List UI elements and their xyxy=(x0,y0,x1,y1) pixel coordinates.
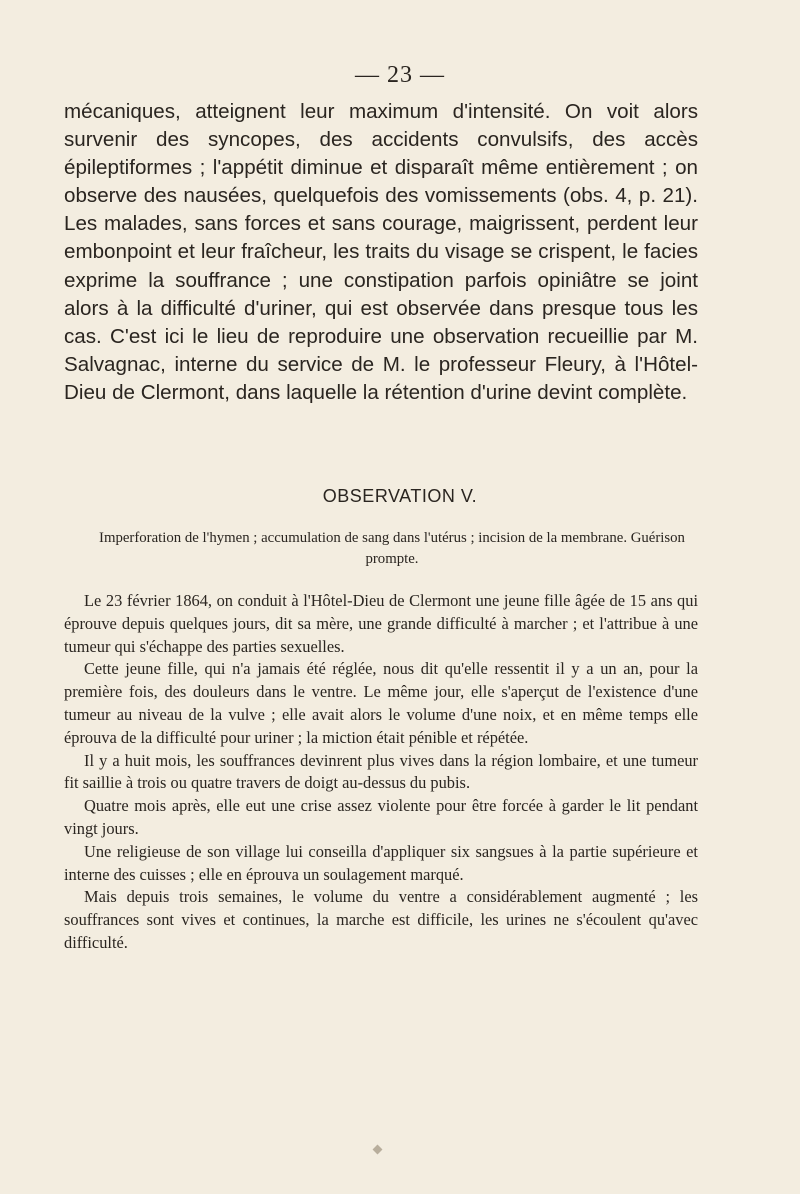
intro-paragraph: mécaniques, atteignent leur maximum d'intensité. On voit alors survenir des syncopes, des accidents convulsifs, des accès épileptiformes ; l'appétit diminue et disparaît même entièrement ; on observe des nausées, quelquefois des vomissements (obs. 4, p. 21). Les malades, sans forces et sans courage, maigrissent, perdent leur embonpoint et leur fraîcheur, les traits du visage se crispent, le facies exprime la souffrance ; une constipation parfois opiniâtre se joint alors à la difficulté d'uriner, qui est observée dans presque tous les cas. C'est ici le lieu de reproduire une observation recueillie par M. Salvagnac, interne du service de M. le professeur Fleury, à l'Hôtel-Dieu de Clermont, dans laquelle la rétention d'urine devint complète. xyxy=(64,100,698,404)
observation-paragraph: Il y a huit mois, les souffrances devinrent plus vives dans la région lombaire, et une tumeur fit saillie à trois ou quatre travers de doigt au-dessus du pubis. xyxy=(64,750,698,793)
observation-paragraph: Cette jeune fille, qui n'a jamais été réglée, nous dit qu'elle ressentit il y a un an, pour la première fois, des douleurs dans le ventre. Le même jour, elle s'aperçut de l'existence d'une tumeur au niveau de la vulve ; elle avait alors le volume d'une noix, et en même temps elle éprouva de la difficulté pour uriner ; la miction était pénible et répétée. xyxy=(64,659,698,747)
observation-heading: OBSERVATION V. xyxy=(322,486,478,506)
ornament-dot-icon xyxy=(373,1145,383,1155)
observation-paragraph: Mais depuis trois semaines, le volume du ventre a considérablement augmenté ; les souffrances sont vives et continues, la marche est difficile, les urines ne s'écoulent qu'avec difficulté. xyxy=(64,887,698,952)
observation-summary: Imperforation de l'hymen ; accumulation de sang dans l'utérus ; incision de la membrane. Guérison prompte. xyxy=(99,530,685,567)
observation-text-block xyxy=(64,590,698,955)
page-number: — 23 — xyxy=(355,62,445,88)
observation-paragraph: Quatre mois après, elle eut une crise assez violente pour être forcée à garder le lit pendant vingt jours. xyxy=(64,796,698,838)
observation-paragraph: Le 23 février 1864, on conduit à l'Hôtel-Dieu de Clermont une jeune fille âgée de 15 ans qui éprouve depuis quelques jours, dit sa mère, une grande difficulté à marcher ; et l'attribue à une tumeur qui s'échappe des parties sexuelles. xyxy=(64,591,698,656)
intro-text-block xyxy=(64,98,698,407)
observation-paragraph: Une religieuse de son village lui conseilla d'appliquer six sangsues à la partie supérieure et interne des cuisses ; elle en éprouva un soulagement marqué. xyxy=(64,841,698,884)
